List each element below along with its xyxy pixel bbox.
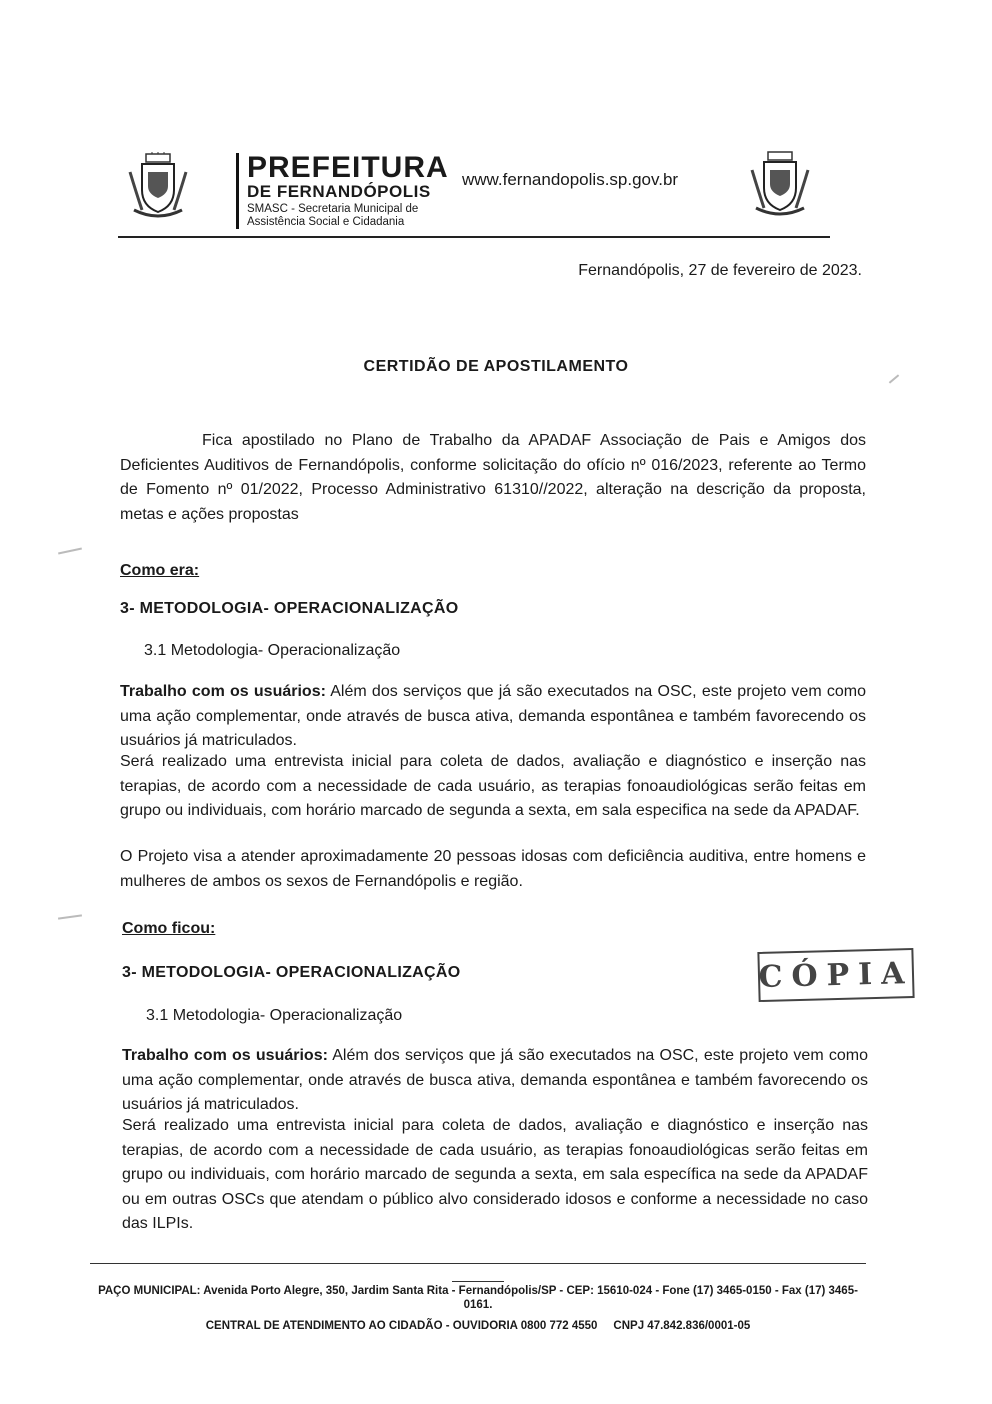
before-label: Como era: [120,562,200,579]
after-subsection: 3.1 Metodologia- Operacionalização [146,1007,403,1024]
scan-mark [58,914,82,919]
footer-address: PAÇO MUNICIPAL: Avenida Porto Alegre, 350, Jardim Santa Rita - Fernandópolis/SP - CEP: 15610-024 - Fone (17) 3465-0150 - Fax (17) 3465-0161. [98,1285,858,1311]
scan-mark [58,548,82,555]
before-paragraph-1 [120,680,866,754]
after-lead-text: Além dos serviços que já são executados na OSC, este projeto vem como uma ação complementar, onde através de busca ativa, demanda espontânea e também favorecendo os usuários já matriculados. [122,1047,868,1113]
brand-divider [236,153,239,229]
intro-paragraph: Fica apostilado no Plano de Trabalho da APADAF Associação de Pais e Amigos dos Deficientes Auditivos de Fernandópolis, conforme solicitação do ofício nº 016/2023, referente ao Termo de Fomento nº 01/2022, Processo Administrativo 61310//2022, alteração na descrição da proposta, metas e ações propostas [120,432,866,523]
footer-rule [90,1263,866,1264]
document-title: CERTIDÃO DE APOSTILAMENTO [363,358,629,375]
before-paragraph-3: O Projeto visa a atender aproximadamente 20 pessoas idosas com deficiência auditiva, entre homens e mulheres de ambos os sexos de Fernandópolis e região. [120,848,866,890]
coat-of-arms-right-icon [748,150,812,220]
footer-small-rule [452,1281,504,1282]
date-line: Fernandópolis, 27 de fevereiro de 2023. [578,262,862,279]
before-paragraph-2: Será realizado uma entrevista inicial para coleta de dados, avaliação e diagnóstico e inserção nas terapias, de acordo com a necessidade de cada usuário, as terapias fonoaudiológicas serão feitas em grupo ou individuais, com horário marcado de segunda a sexta, em sala especifica na sede da APADAF. [120,753,866,819]
after-label: Como ficou: [122,920,216,937]
brand-title: PREFEITURA [247,151,449,184]
after-section-heading: 3- METODOLOGIA- OPERACIONALIZAÇÃO [122,964,461,981]
before-lead-bold: Trabalho com os usuários: [120,683,326,700]
header-rule [118,236,830,238]
before-section-heading: 3- METODOLOGIA- OPERACIONALIZAÇÃO [120,600,459,617]
before-subsection: 3.1 Metodologia- Operacionalização [144,642,401,659]
after-lead-bold: Trabalho com os usuários: [122,1047,328,1064]
copy-stamp: CÓPIA [757,948,914,1002]
after-paragraph-1 [122,1044,868,1118]
website-link[interactable]: www.fernandopolis.sp.gov.br [462,170,679,189]
brand-subtitle: DE FERNANDÓPOLIS [247,182,431,201]
footer-contact: CENTRAL DE ATENDIMENTO AO CIDADÃO - OUVIDORIA 0800 772 4550 CNPJ 47.842.836/0001-05 [205,1320,751,1332]
before-lead-text: Além dos serviços que já são executados na OSC, este projeto vem como uma ação complementar, onde através de busca ativa, demanda espontânea e também favorecendo os usuários já matriculados. [120,683,866,749]
coat-of-arms-left-icon [126,152,190,222]
brand-department: SMASC - Secretaria Municipal de Assistência Social e Cidadania [247,203,419,228]
after-paragraph-2: Será realizado uma entrevista inicial para coleta de dados, avaliação e diagnóstico e inserção nas terapias, de acordo com a necessidade de cada usuário, as terapias fonoaudiológicas serão feitas em grupo ou individuais, com horário marcado de segunda a sexta, em sala específica na sede da APADAF ou em outras OSCs que atendam o público alvo considerado idosos e conforme a necessidade no caso das ILPIs. [122,1117,868,1232]
